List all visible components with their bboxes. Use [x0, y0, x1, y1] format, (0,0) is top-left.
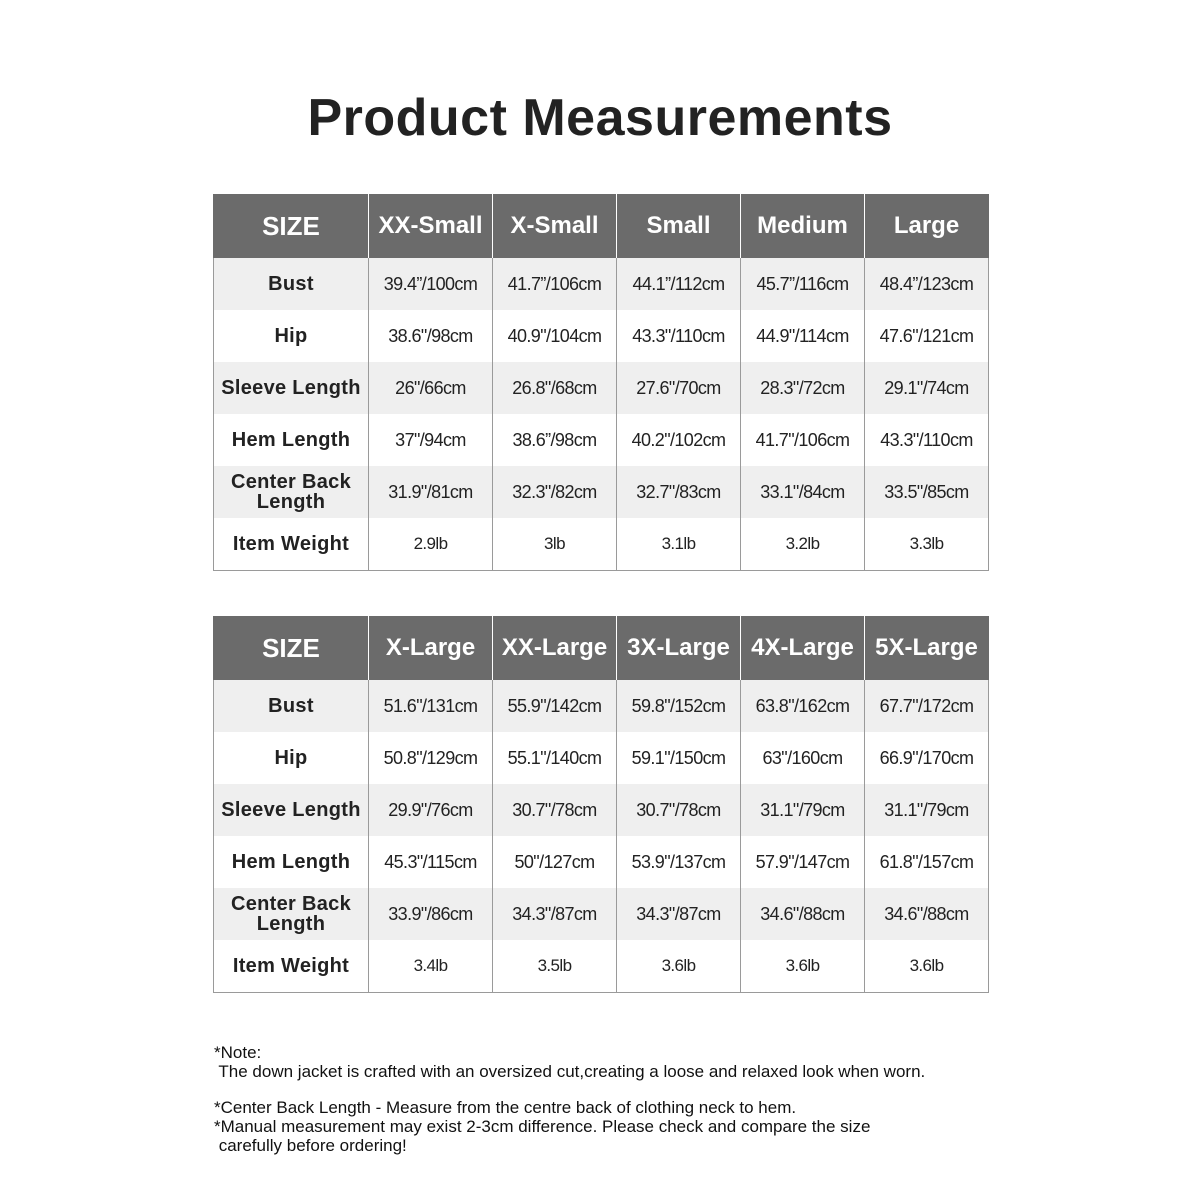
note-heading: *Note:	[214, 1043, 262, 1062]
table-cell: 31.1"/79cm	[865, 784, 989, 836]
notes-block	[214, 1043, 974, 1155]
row-label: Hem Length	[214, 836, 369, 888]
table-row-center-back-length	[214, 888, 989, 940]
row-label: Center Back Length	[214, 466, 369, 518]
table-row-bust	[214, 258, 989, 310]
table-cell: 55.9"/142cm	[493, 680, 617, 732]
manual-measurement-note-cont: carefully before ordering!	[214, 1136, 407, 1155]
table-cell: 44.1”/112cm	[617, 258, 741, 310]
table-cell: 33.9"/86cm	[369, 888, 493, 940]
manual-measurement-note: *Manual measurement may exist 2-3cm difference. Please check and compare the size	[214, 1117, 871, 1136]
row-label: Center Back Length	[214, 888, 369, 940]
table-cell: 48.4”/123cm	[865, 258, 989, 310]
table-cell: 30.7"/78cm	[617, 784, 741, 836]
size-table-2	[213, 616, 989, 993]
table-cell: 3.3lb	[865, 518, 989, 571]
table-cell: 3.5lb	[493, 940, 617, 993]
table-cell: 34.6"/88cm	[865, 888, 989, 940]
table-row-hip	[214, 310, 989, 362]
table-cell: 38.6”/98cm	[493, 414, 617, 466]
row-label: Bust	[214, 258, 369, 310]
header-large: Large	[865, 194, 989, 258]
table-row-hip	[214, 732, 989, 784]
table-row-hem-length	[214, 836, 989, 888]
header-x-large: X-Large	[369, 616, 493, 680]
table-cell: 59.8"/152cm	[617, 680, 741, 732]
table-cell: 61.8"/157cm	[865, 836, 989, 888]
table-cell: 3.2lb	[741, 518, 865, 571]
table-cell: 30.7"/78cm	[493, 784, 617, 836]
row-label: Sleeve Length	[214, 784, 369, 836]
row-label: Bust	[214, 680, 369, 732]
table-cell: 50"/127cm	[493, 836, 617, 888]
table-cell: 3lb	[493, 518, 617, 571]
row-label: Hem Length	[214, 414, 369, 466]
table-cell: 59.1"/150cm	[617, 732, 741, 784]
table-cell: 29.9"/76cm	[369, 784, 493, 836]
table-cell: 51.6"/131cm	[369, 680, 493, 732]
header-4x-large: 4X-Large	[741, 616, 865, 680]
table-row-center-back-length	[214, 466, 989, 518]
table-cell: 33.5"/85cm	[865, 466, 989, 518]
size-table-1	[213, 194, 989, 571]
table-cell: 26.8"/68cm	[493, 362, 617, 414]
header-5x-large: 5X-Large	[865, 616, 989, 680]
table-cell: 27.6"/70cm	[617, 362, 741, 414]
table-cell: 41.7”/106cm	[493, 258, 617, 310]
row-label: Item Weight	[214, 518, 369, 571]
table-cell: 40.9"/104cm	[493, 310, 617, 362]
header-x-small: X-Small	[493, 194, 617, 258]
table-row-item-weight	[214, 940, 989, 993]
table-cell: 28.3"/72cm	[741, 362, 865, 414]
table-cell: 63"/160cm	[741, 732, 865, 784]
table-cell: 55.1"/140cm	[493, 732, 617, 784]
center-back-length-note: *Center Back Length - Measure from the centre back of clothing neck to hem.	[214, 1098, 797, 1117]
page-title: Product Measurements	[307, 89, 893, 147]
table-cell: 32.3"/82cm	[493, 466, 617, 518]
row-label: Hip	[214, 732, 369, 784]
table-cell: 63.8"/162cm	[741, 680, 865, 732]
table-cell: 57.9"/147cm	[741, 836, 865, 888]
table-cell: 38.6"/98cm	[369, 310, 493, 362]
header-3x-large: 3X-Large	[617, 616, 741, 680]
table-cell: 45.7”/116cm	[741, 258, 865, 310]
row-label: Item Weight	[214, 940, 369, 993]
table-cell: 50.8"/129cm	[369, 732, 493, 784]
table-row-sleeve-length	[214, 362, 989, 414]
header-row	[214, 616, 989, 680]
table-cell: 39.4”/100cm	[369, 258, 493, 310]
header-size: SIZE	[214, 194, 369, 258]
table-cell: 3.4lb	[369, 940, 493, 993]
table-cell: 3.1lb	[617, 518, 741, 571]
header-row	[214, 194, 989, 258]
table-row-item-weight	[214, 518, 989, 571]
header-medium: Medium	[741, 194, 865, 258]
table-cell: 31.1"/79cm	[741, 784, 865, 836]
table-cell: 34.3"/87cm	[493, 888, 617, 940]
table-cell: 45.3"/115cm	[369, 836, 493, 888]
table-cell: 53.9"/137cm	[617, 836, 741, 888]
table-cell: 2.9lb	[369, 518, 493, 571]
note-text: The down jacket is crafted with an oversized cut,creating a loose and relaxed look when worn.	[214, 1062, 926, 1081]
table-cell: 31.9"/81cm	[369, 466, 493, 518]
header-size: SIZE	[214, 616, 369, 680]
header-xx-large: XX-Large	[493, 616, 617, 680]
table-cell: 3.6lb	[617, 940, 741, 993]
table-cell: 34.6"/88cm	[741, 888, 865, 940]
table-cell: 3.6lb	[741, 940, 865, 993]
table-row-sleeve-length	[214, 784, 989, 836]
header-xx-small: XX-Small	[369, 194, 493, 258]
table-cell: 41.7"/106cm	[741, 414, 865, 466]
table-cell: 34.3"/87cm	[617, 888, 741, 940]
table-cell: 32.7"/83cm	[617, 466, 741, 518]
table-cell: 37"/94cm	[369, 414, 493, 466]
table-cell: 66.9"/170cm	[865, 732, 989, 784]
table-cell: 3.6lb	[865, 940, 989, 993]
row-label: Hip	[214, 310, 369, 362]
table-cell: 44.9"/114cm	[741, 310, 865, 362]
header-small: Small	[617, 194, 741, 258]
table-cell: 40.2"/102cm	[617, 414, 741, 466]
table-cell: 67.7"/172cm	[865, 680, 989, 732]
table-row-hem-length	[214, 414, 989, 466]
table-cell: 29.1"/74cm	[865, 362, 989, 414]
row-label: Sleeve Length	[214, 362, 369, 414]
table-cell: 43.3"/110cm	[865, 414, 989, 466]
table-row-bust	[214, 680, 989, 732]
table-cell: 33.1"/84cm	[741, 466, 865, 518]
table-cell: 47.6"/121cm	[865, 310, 989, 362]
table-cell: 43.3"/110cm	[617, 310, 741, 362]
table-cell: 26"/66cm	[369, 362, 493, 414]
